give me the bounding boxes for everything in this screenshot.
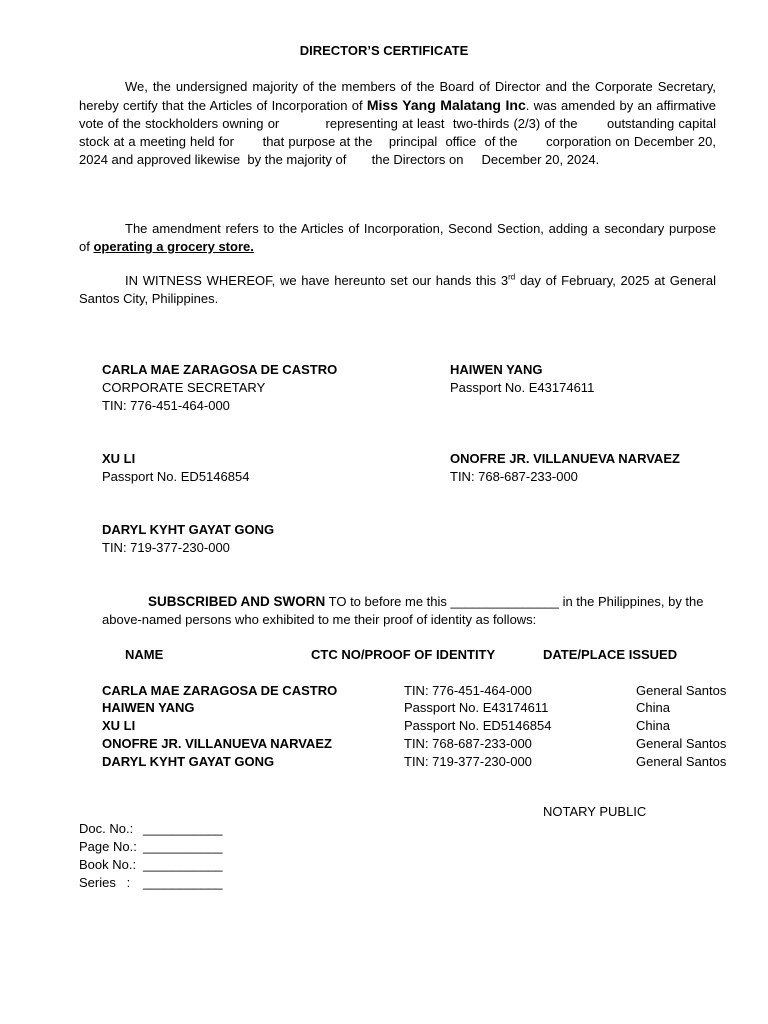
table-header-identity: CTC NO/PROOF OF IDENTITY <box>311 647 496 662</box>
document-title: DIRECTOR’S CERTIFICATE <box>299 43 469 58</box>
registry-page-no: Page No.: ___________ <box>79 839 223 854</box>
sworn-line-1: SUBSCRIBED AND SWORN TO to before me this _______________ in the Philippines, by the <box>148 594 704 609</box>
row-identity: Passport No. E43174611 <box>404 700 549 715</box>
row-identity: TIN: 776-451-464-000 <box>404 683 532 698</box>
row-issued: General Santos <box>636 754 727 769</box>
signatory-name: DARYL KYHT GAYAT GONG <box>102 522 275 537</box>
signatory-name: ONOFRE JR. VILLANUEVA NARVAEZ <box>450 451 680 466</box>
registry-series: Series : ___________ <box>79 875 223 890</box>
row-identity: TIN: 768-687-233-000 <box>404 736 532 751</box>
signatory-title: CORPORATE SECRETARY <box>102 380 266 395</box>
row-name: ONOFRE JR. VILLANUEVA NARVAEZ <box>102 736 332 751</box>
signatory-id: Passport No. ED5146854 <box>102 469 250 484</box>
notary-public-label: NOTARY PUBLIC <box>543 804 647 819</box>
sworn-line-2: above-named persons who exhibited to me their proof of identity as follows: <box>102 612 537 627</box>
signatory-block <box>102 361 337 415</box>
signatory-name: HAIWEN YANG <box>450 362 543 377</box>
signatory-name: XU LI <box>102 451 136 466</box>
signatory-block <box>450 450 680 486</box>
row-name: HAIWEN YANG <box>102 700 195 715</box>
row-identity: Passport No. ED5146854 <box>404 718 552 733</box>
company-name: Miss Yang Malatang Inc <box>366 97 526 113</box>
secondary-purpose: operating a grocery store. <box>93 239 254 254</box>
row-name: DARYL KYHT GAYAT GONG <box>102 754 275 769</box>
row-issued: China <box>636 718 670 733</box>
signatory-id: TIN: 719-377-230-000 <box>102 540 230 555</box>
registry-doc-no: Doc. No.: ___________ <box>79 821 223 836</box>
signatory-tin: TIN: 776-451-464-000 <box>102 398 230 413</box>
witness-paragraph: IN WITNESS WHEREOF, we have hereunto set our hands this 3rd day of February, 2025 at General Santos City, Philippines. <box>79 272 716 306</box>
signatory-id: Passport No. E43174611 <box>450 380 595 395</box>
signatory-block <box>102 521 274 557</box>
sworn-heading: SUBSCRIBED AND SWORN <box>148 594 326 609</box>
amendment-paragraph: The amendment refers to the Articles of Incorporation, Second Section, adding a secondary purpose of operating a grocery store. <box>79 221 716 254</box>
row-identity: TIN: 719-377-230-000 <box>404 754 532 769</box>
registry-book-no: Book No.: ___________ <box>79 857 223 872</box>
row-name: XU LI <box>102 718 136 733</box>
signatory-block <box>102 450 249 486</box>
row-issued: General Santos <box>636 683 727 698</box>
table-header-issued: DATE/PLACE ISSUED <box>543 647 678 662</box>
signatory-block <box>450 361 594 397</box>
row-name: CARLA MAE ZARAGOSA DE CASTRO <box>102 683 338 698</box>
signatory-id: TIN: 768-687-233-000 <box>450 469 578 484</box>
certification-paragraph: We, the undersigned majority of the members of the Board of Director and the Corporate Secretary, hereby certify that the Articles of Incorporation of Miss Yang Malatang Inc. was amended by an affirmative vote of the stockholders owning or representing at least two-thirds (2/3) of the outstanding capital stock at a meeting held for that purpose at the principal office of the corporation on December 20, 2024 and approved likewise by the majority of the Directors on December 20, 2024. <box>79 79 720 167</box>
row-issued: General Santos <box>636 736 727 751</box>
row-issued: China <box>636 700 670 715</box>
table-header-name: NAME <box>125 647 164 662</box>
signatory-name: CARLA MAE ZARAGOSA DE CASTRO <box>102 362 338 377</box>
